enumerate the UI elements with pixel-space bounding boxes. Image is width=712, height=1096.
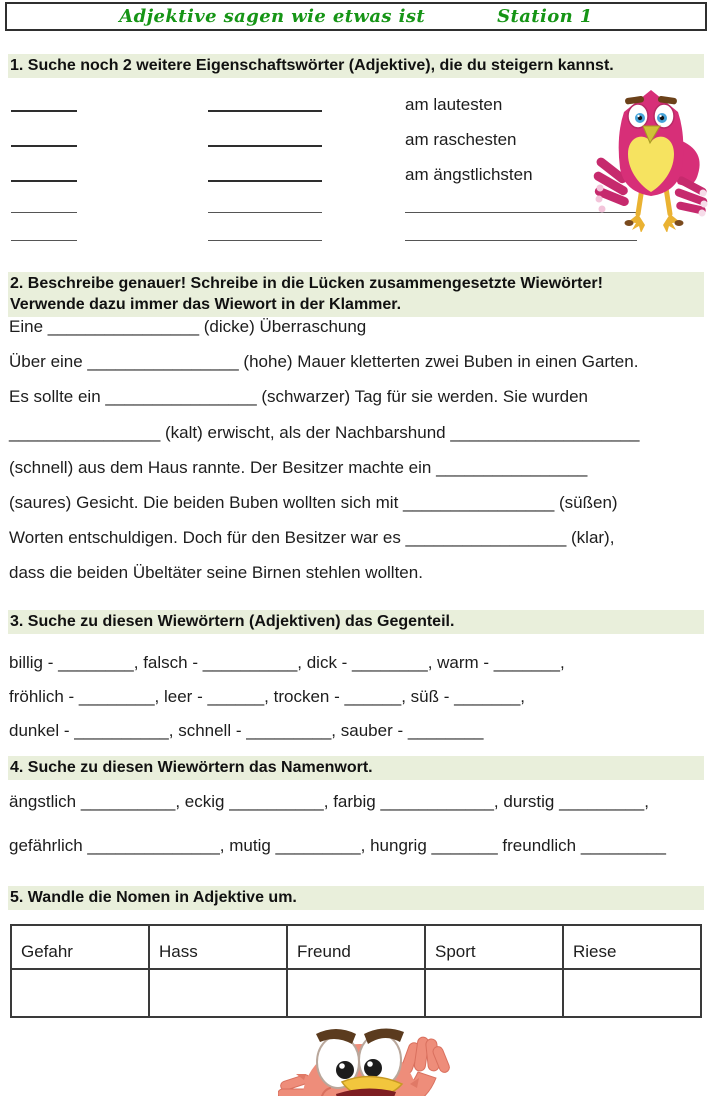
fill-in-line: (schnell) aus dem Haus rannte. Der Besitzer machte ein ________________ xyxy=(9,457,588,477)
blank-line xyxy=(11,212,77,213)
fill-in-line: ________________ (kalt) erwischt, als der Nachbarshund ____________________ xyxy=(9,422,640,442)
fill-in-line: billig - ________, falsch - __________, dick - ________, warm - _______, xyxy=(9,653,565,672)
table-empty-cell xyxy=(425,969,563,1017)
blank-line xyxy=(208,110,322,112)
blank-line xyxy=(208,145,322,147)
fill-in-line: Über eine ________________ (hohe) Mauer kletterten zwei Buben in einen Garten. xyxy=(9,352,639,372)
fill-in-line: Worten entschuldigen. Doch für den Besitzer war es _________________ (klar), xyxy=(9,528,615,548)
fill-in-line: Es sollte ein ________________ (schwarzer) Tag für sie werden. Sie wurden xyxy=(9,387,588,407)
blank-line xyxy=(405,240,637,241)
blank-line xyxy=(11,110,77,112)
superlative-label: am ängstlichsten xyxy=(405,165,533,184)
fill-in-line: fröhlich - ________, leer - ______, trocken - ______, süß - _______, xyxy=(9,687,526,706)
blank-line xyxy=(11,145,77,147)
table-header-cell: Sport xyxy=(425,925,563,969)
table-header-cell: Freund xyxy=(287,925,425,969)
blank-line xyxy=(11,180,77,182)
table-header-cell: Hass xyxy=(149,925,287,969)
nouns-table xyxy=(10,924,702,1018)
blank-line xyxy=(11,240,77,241)
station-label: Station 1 xyxy=(497,6,593,27)
superlative-label: am lautesten xyxy=(405,95,503,114)
table-header-row xyxy=(11,925,701,969)
section4-heading: 4. Suche zu diesen Wiewörtern das Namenwort. xyxy=(8,756,704,780)
table-header-cell: Riese xyxy=(563,925,701,969)
fill-in-line: dunkel - __________, schnell - _________, sauber - ________ xyxy=(9,721,484,740)
section3-text xyxy=(9,646,707,748)
pink-bird-mascot-illustration xyxy=(592,76,710,232)
table-empty-cell xyxy=(287,969,425,1017)
blank-line xyxy=(208,180,322,182)
section5-heading: 5. Wandle die Nomen in Adjektive um. xyxy=(8,886,704,910)
table-header-cell: Gefahr xyxy=(11,925,149,969)
fill-in-line: ängstlich __________, eckig __________, farbig ____________, durstig _________, xyxy=(9,792,649,811)
section1-heading: 1. Suche noch 2 weitere Eigenschaftswörter (Adjektive), die du steigern kannst. xyxy=(8,54,704,78)
fill-in-line: dass die beiden Übeltäter seine Birnen stehlen wollten. xyxy=(9,563,423,583)
table-empty-cell xyxy=(11,969,149,1017)
superlative-label: am raschesten xyxy=(405,130,517,149)
section2-heading-line2: Verwende dazu immer das Wiewort in der Klammer. xyxy=(10,296,402,313)
blank-line xyxy=(208,240,322,241)
fill-in-line: gefährlich ______________, mutig _________, hungrig _______ freundlich _________ xyxy=(9,836,666,855)
worksheet-title: Adjektive sagen wie etwas ist xyxy=(119,6,426,27)
table-empty-cell xyxy=(149,969,287,1017)
blank-line xyxy=(208,212,322,213)
table-empty-cell xyxy=(563,969,701,1017)
section3-heading: 3. Suche zu diesen Wiewörtern (Adjektiven) das Gegenteil. xyxy=(8,610,704,634)
title-box xyxy=(5,2,707,31)
section2-heading-line1: 2. Beschreibe genauer! Schreibe in die Lücken zusammengesetzte Wiewörter! xyxy=(10,275,603,292)
fill-in-line: Eine ________________ (dicke) Überraschung xyxy=(9,317,367,336)
fill-in-line: (saures) Gesicht. Die beiden Buben wollten sich mit ________________ (süßen) xyxy=(9,493,618,513)
orange-bird-mascot-illustration xyxy=(278,1022,458,1096)
table-row xyxy=(11,969,701,1017)
section2-text xyxy=(9,309,707,591)
section4-text xyxy=(9,780,707,868)
